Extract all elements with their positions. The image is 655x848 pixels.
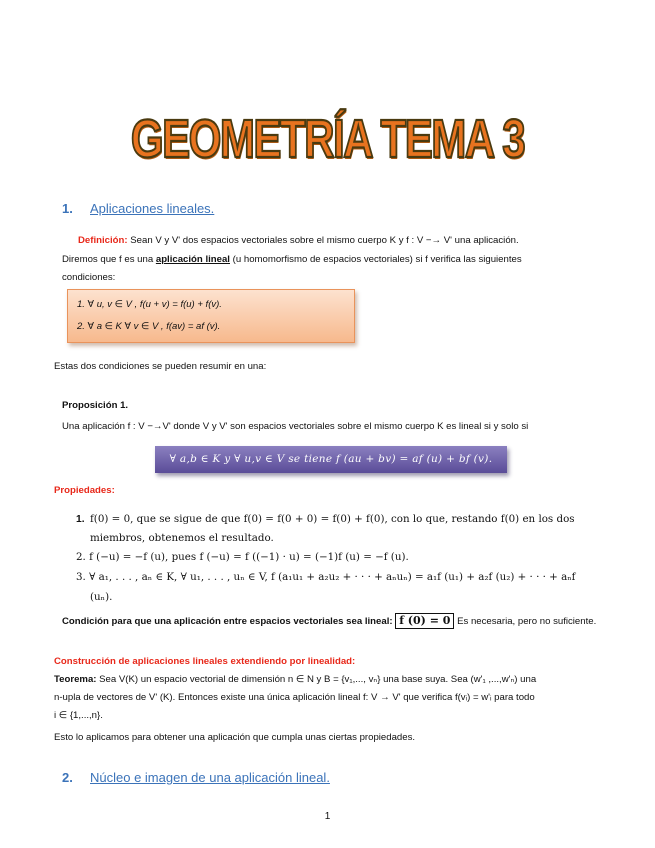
proposition-label: Proposición 1. <box>62 400 129 411</box>
theorem-line-2: n-upla de vectores de V' (K). Entonces existe una única aplicación lineal f: V → V' que verifica f(vᵢ) = w'ᵢ para todo <box>54 692 535 703</box>
construction-heading: Construcción de aplicaciones lineales extendiendo por linealidad: <box>54 656 356 667</box>
theorem-line-3: i ∈ {1,...,n}. <box>54 710 103 721</box>
proposition-formula-box: ∀ a,b ∈ K y ∀ u,v ∈ V se tiene f (au + bv) = af (u) + bf (v). <box>155 446 507 473</box>
theorem-line-1 <box>54 671 599 689</box>
section-2-title: Núcleo e imagen de una aplicación lineal. <box>90 770 330 785</box>
theorem-label: Teorema: <box>54 674 97 685</box>
property-1 <box>76 510 616 529</box>
page-title: GEOMETRÍA TEMA 3 <box>130 109 525 169</box>
property-1-line-1: f(0) = 0, que se sigue de que f(0) = f(0 + 0) = f(0) + f(0), con lo que, restando f(0) en los dos <box>90 513 575 525</box>
definition-line-2 <box>62 251 594 269</box>
section-1-title: Aplicaciones lineales. <box>90 201 215 216</box>
proposition-text: Una aplicación f : V −→V' donde V y V' son espacios vectoriales sobre el mismo cuerpo K es lineal si y solo si <box>62 421 529 432</box>
section-1-heading <box>62 201 214 216</box>
properties-label: Propiedades: <box>54 485 115 496</box>
definition-line-3: condiciones: <box>62 272 116 283</box>
section-2-heading <box>62 770 330 785</box>
condition-formula: f (0) = 0 <box>395 613 454 629</box>
apply-text: Esto lo aplicamos para obtener una aplicación que cumpla unas ciertas propiedades. <box>54 732 416 743</box>
definition-text-2a: Diremos que f es una <box>62 254 154 265</box>
definition-label: Definición: <box>78 235 128 246</box>
property-2: 2. f (−u) = −f (u), pues f (−u) = f ((−1) · u) = (−1)f (u) = −f (u). <box>76 551 409 563</box>
summary-text: Estas dos condiciones se pueden resumir en una: <box>54 361 267 372</box>
definition-text-2b: (u homomorfismo de espacios vectoriales) si f verifica las siguientes <box>232 254 522 265</box>
condition-2: 2. ∀ a ∈ K ∀ v ∈ V , f(av) = af (v). <box>77 321 221 332</box>
definition-text-1: Sean V y V' dos espacios vectoriales sobre el mismo cuerpo K y f : V −→ V' una aplicación. <box>130 235 519 246</box>
property-1-number: 1. <box>76 514 85 525</box>
definition-term: aplicación lineal <box>155 254 230 265</box>
property-1-cont: miembros, obtenemos el resultado. <box>90 532 274 544</box>
section-2-number: 2. <box>62 770 73 785</box>
section-1-number: 1. <box>62 201 73 216</box>
page-number: 1 <box>324 811 331 822</box>
condition-1: 1. ∀ u, v ∈ V , f(u + v) = f(u) + f(v). <box>77 299 222 310</box>
condition-note: Es necesaria, pero no suficiente. <box>457 616 597 627</box>
condition-line <box>62 613 622 631</box>
definition-line-1 <box>78 232 594 250</box>
conditions-box <box>67 289 355 343</box>
theorem-text-1: Sea V(K) un espacio vectorial de dimensión n ∈ N y B = {v₁,..., vₙ} una base suya. Sea (w'₁ ,...,w'ₙ) una <box>99 674 537 685</box>
property-3-cont: (uₙ). <box>90 591 113 603</box>
condition-text: Condición para que una aplicación entre espacios vectoriales sea lineal: <box>62 616 393 627</box>
property-3: 3. ∀ a₁, . . . , aₙ ∈ K, ∀ u₁, . . . , uₙ ∈ V, f (a₁u₁ + a₂u₂ + · · · + aₙuₙ) = a₁f (u₁) + a₂f (u₂) + · · · + aₙf <box>76 571 576 583</box>
